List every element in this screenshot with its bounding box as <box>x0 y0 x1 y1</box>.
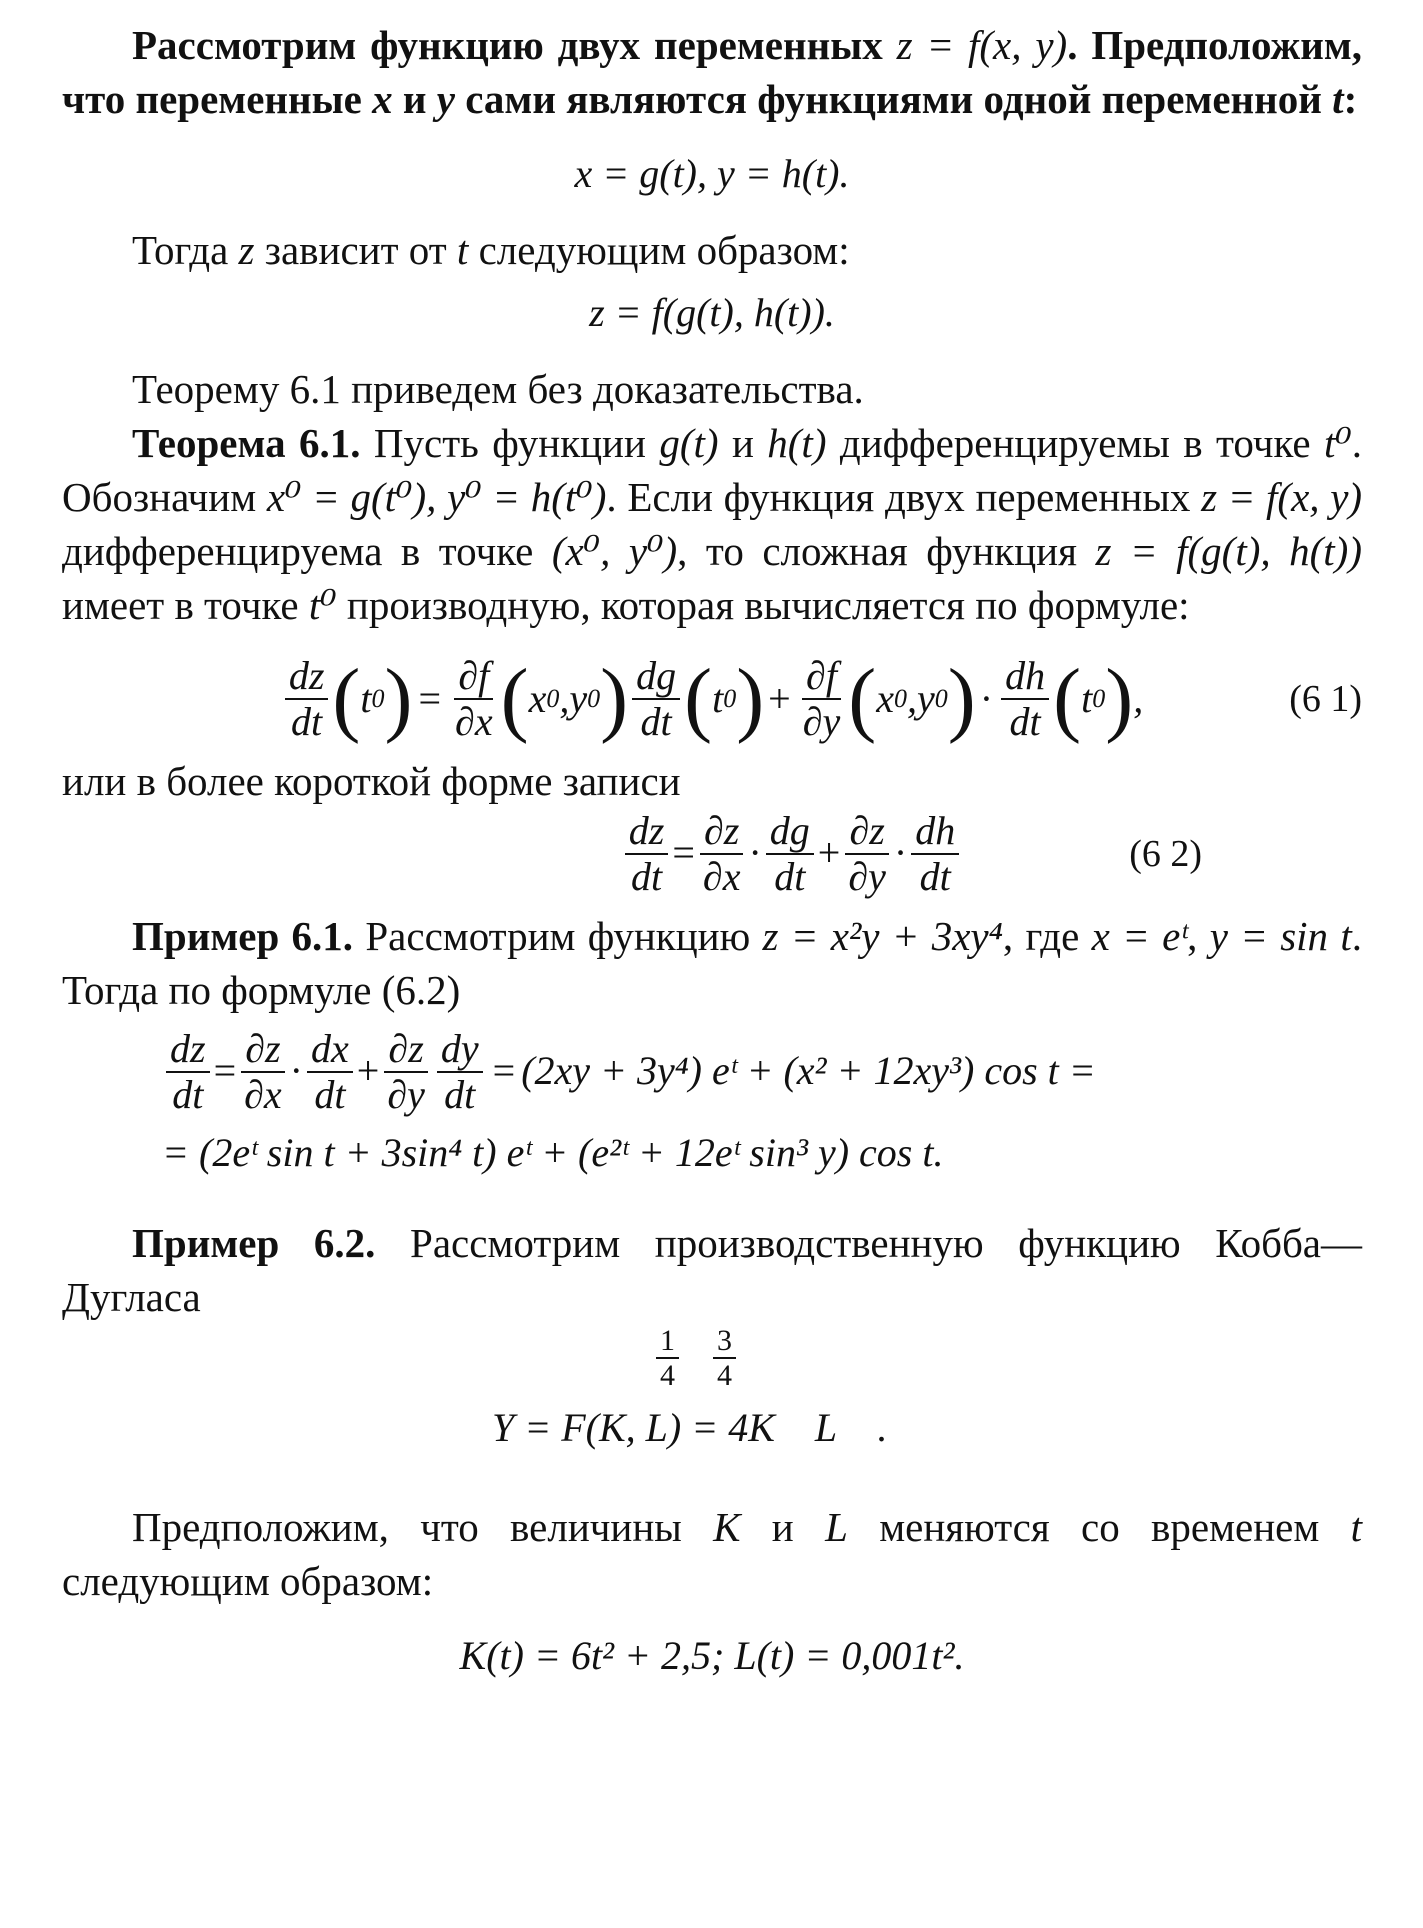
text: Предположим, что величины <box>132 1503 682 1550</box>
example-title: Пример 6.2. <box>132 1219 376 1266</box>
text: зависит от <box>264 227 447 274</box>
equation-z: z = f(g(t), h(t)). <box>589 290 835 336</box>
sup: 0 <box>894 684 908 714</box>
numerator: ∂z <box>845 809 888 855</box>
text: . Обозначим <box>62 420 1363 521</box>
denominator: dt <box>444 1071 476 1117</box>
var: x <box>372 76 393 123</box>
paragraph-theorem-intro: Теорему 6.1 приведем без доказательства. <box>132 365 864 412</box>
var: L <box>825 1503 848 1550</box>
denominator: ∂y <box>848 853 886 899</box>
text: следующим образом: <box>478 227 850 274</box>
sup: 0 <box>371 684 385 714</box>
formula-inline: z = f(x, y) <box>1201 474 1363 521</box>
numerator: dz <box>625 809 669 855</box>
paragraph-K-L <box>62 1500 1362 1608</box>
sup: 0 <box>1092 684 1106 714</box>
numerator: dz <box>166 1027 210 1073</box>
op: , <box>1133 676 1144 722</box>
formula-inline: y⁰ = h(t⁰) <box>447 474 607 521</box>
formula-inline: x⁰ = g(t⁰), <box>266 474 437 521</box>
equation-number: (6 2) <box>1129 832 1202 875</box>
var: t <box>456 227 469 274</box>
text: Тогда <box>132 227 229 274</box>
denominator: ∂x <box>244 1071 282 1117</box>
fraction <box>437 1027 483 1117</box>
denominator: dt <box>291 699 323 745</box>
var: t <box>1350 1503 1363 1550</box>
exponent-k <box>656 1324 679 1392</box>
op: . <box>876 1404 887 1450</box>
text: сами являются функциями одной переменной <box>465 76 1322 123</box>
op: = <box>672 830 695 876</box>
formula-inline: z = f(x, y) <box>896 22 1068 68</box>
op: = <box>492 1048 516 1094</box>
text: , где <box>1002 912 1080 959</box>
sup: 0 <box>546 684 560 714</box>
numerator: dh <box>911 809 959 855</box>
op: · <box>748 830 762 876</box>
text: Рассмотрим функцию двух переменных <box>132 22 883 68</box>
var: t <box>360 676 372 722</box>
equation-xy: x = g(t), y = h(t). <box>574 151 850 197</box>
equation-example-1-line-2 <box>162 1127 1362 1180</box>
text: Рассмотрим производственную функцию Кобба—Дугласа <box>62 1219 1363 1320</box>
numerator: ∂z <box>241 1027 284 1073</box>
numerator: ∂f <box>802 654 841 700</box>
text: Пусть функции <box>373 420 646 467</box>
denominator: dt <box>640 699 672 745</box>
denominator: dt <box>919 853 951 899</box>
var: L <box>814 1404 837 1450</box>
op: = <box>418 676 442 722</box>
var: z <box>238 227 255 274</box>
paragraph-example-2 <box>62 1216 1362 1324</box>
numerator: 1 <box>656 1324 679 1359</box>
fraction <box>451 654 497 744</box>
denominator: 4 <box>717 1358 732 1392</box>
fraction <box>632 654 680 744</box>
text: и <box>402 76 427 123</box>
text: имеет в точке <box>62 582 299 629</box>
sup: 0 <box>934 684 948 714</box>
op: · <box>893 830 908 876</box>
equation-6-1: $\frac{dz}{dt}$ ( t 0 ) = $\frac{\partial f}{\partial x}$ ( x 0 ,y 0 ) $\frac{dg}{dt}$ ( t 0 ) + $\frac{\partial f}{\partial y}$ ( x 0 ,y 0 ) · $\frac{dh}{dt}$ ( t 0 ) , (6 1) <box>62 654 1362 744</box>
equation-number: (6 1) <box>1289 678 1362 721</box>
var: t <box>1081 676 1093 722</box>
text: , то сложная функция <box>677 528 1077 575</box>
fraction <box>285 654 329 744</box>
text: , <box>1187 912 1198 959</box>
fraction <box>1001 654 1049 744</box>
equation-6-2 <box>222 809 1362 899</box>
text: следующим образом: <box>62 1557 434 1604</box>
var: x <box>528 676 547 722</box>
text: . Если функция двух переменных <box>606 474 1191 521</box>
expression: = (2eᵗ sin t + 3sin⁴ t) eᵗ + (e²ᵗ + 12eᵗ sin³ y) cos t. <box>162 1129 944 1175</box>
denominator: dt <box>774 853 806 899</box>
expression: (2xy + 3y⁴) eᵗ + (x² + 12xy³) cos t = <box>521 1048 1096 1094</box>
text: . Предположим, что переменные <box>62 22 1363 123</box>
formula-inline: z = f(g(t), h(t)) <box>1095 528 1362 575</box>
exponent-l <box>713 1324 736 1392</box>
fraction <box>166 1027 210 1117</box>
text: Рассмотрим функцию <box>365 912 751 959</box>
fraction <box>625 809 669 899</box>
denominator: dt <box>631 853 663 899</box>
fraction <box>383 1027 429 1117</box>
document-page <box>62 18 1362 1683</box>
fraction <box>844 809 890 899</box>
numerator: 3 <box>713 1324 736 1359</box>
example-title: Пример 6.1. <box>132 912 354 959</box>
denominator: dt <box>1009 699 1041 745</box>
cobb-body <box>492 1402 886 1455</box>
formula-inline: t⁰ <box>1323 420 1352 467</box>
text: дифференцируема в точке <box>62 528 534 575</box>
text: : <box>1343 76 1358 123</box>
fraction <box>699 809 745 899</box>
text: дифференцируемы в точке <box>839 420 1311 467</box>
paragraph-theorem <box>62 416 1362 632</box>
text: производную, которая вычисляется по формуле: <box>346 582 1190 629</box>
var: ,y <box>559 676 588 722</box>
var: x <box>876 676 895 722</box>
text: и <box>731 420 754 467</box>
denominator: ∂x <box>702 853 741 899</box>
formula-inline: (x⁰, y⁰) <box>551 528 678 575</box>
formula-inline: z = x²y + 3xy⁴ <box>762 912 1003 959</box>
op: + <box>356 1048 380 1094</box>
fraction <box>911 809 959 899</box>
text: меняются со временем <box>879 1503 1320 1550</box>
denominator: dt <box>172 1071 204 1117</box>
formula-inline: x = eᵗ <box>1091 912 1188 959</box>
exponents <box>652 1324 740 1392</box>
paragraph-example-1 <box>62 909 1362 1017</box>
formula-inline: h(t) <box>767 420 827 467</box>
equation-example-1-line-1 <box>162 1027 1362 1117</box>
var: ,y <box>907 676 935 722</box>
fraction <box>766 809 814 899</box>
numerator: dx <box>307 1027 353 1073</box>
numerator: ∂f <box>454 654 493 700</box>
paragraph-intro <box>62 18 1362 126</box>
fraction <box>307 1027 353 1117</box>
op: · <box>289 1048 303 1094</box>
numerator: dg <box>766 809 814 855</box>
equation-cobb-douglas <box>62 1324 1362 1464</box>
denominator: 4 <box>660 1358 675 1392</box>
denominator: ∂y <box>802 699 841 745</box>
numerator: dg <box>632 654 680 700</box>
numerator: ∂z <box>384 1027 427 1073</box>
var: K <box>713 1503 741 1550</box>
fraction <box>240 1027 286 1117</box>
text: . Тогда по формуле (6.2) <box>62 912 1363 1013</box>
paragraph-then <box>62 223 1362 277</box>
formula-inline: t⁰ <box>308 582 337 629</box>
denominator: dt <box>314 1071 346 1117</box>
equation-K-L: K(t) = 6t² + 2,5; L(t) = 0,001t². <box>459 1633 965 1679</box>
op: + <box>768 676 791 722</box>
text: и <box>771 1503 794 1550</box>
numerator: ∂z <box>700 809 743 855</box>
formula-inline: y = sin t <box>1209 912 1352 959</box>
expression: Y = F(K, L) = 4K <box>492 1404 775 1450</box>
denominator: ∂y <box>387 1071 425 1117</box>
paragraph-short-form: или в более короткой форме записи <box>62 758 681 805</box>
denominator: ∂x <box>455 699 493 745</box>
numerator: dy <box>437 1027 483 1073</box>
sup: 0 <box>587 684 601 714</box>
theorem-title: Теорема 6.1. <box>132 420 361 467</box>
var: t <box>1332 76 1344 123</box>
sup: 0 <box>723 684 737 714</box>
fraction <box>799 654 845 744</box>
numerator: dz <box>285 654 329 700</box>
op: + <box>817 830 841 876</box>
op: = <box>213 1048 237 1094</box>
numerator: dh <box>1001 654 1049 700</box>
op: · <box>979 676 994 722</box>
formula-inline: g(t) <box>659 420 719 467</box>
var: y <box>436 76 455 123</box>
var: t <box>712 676 724 722</box>
